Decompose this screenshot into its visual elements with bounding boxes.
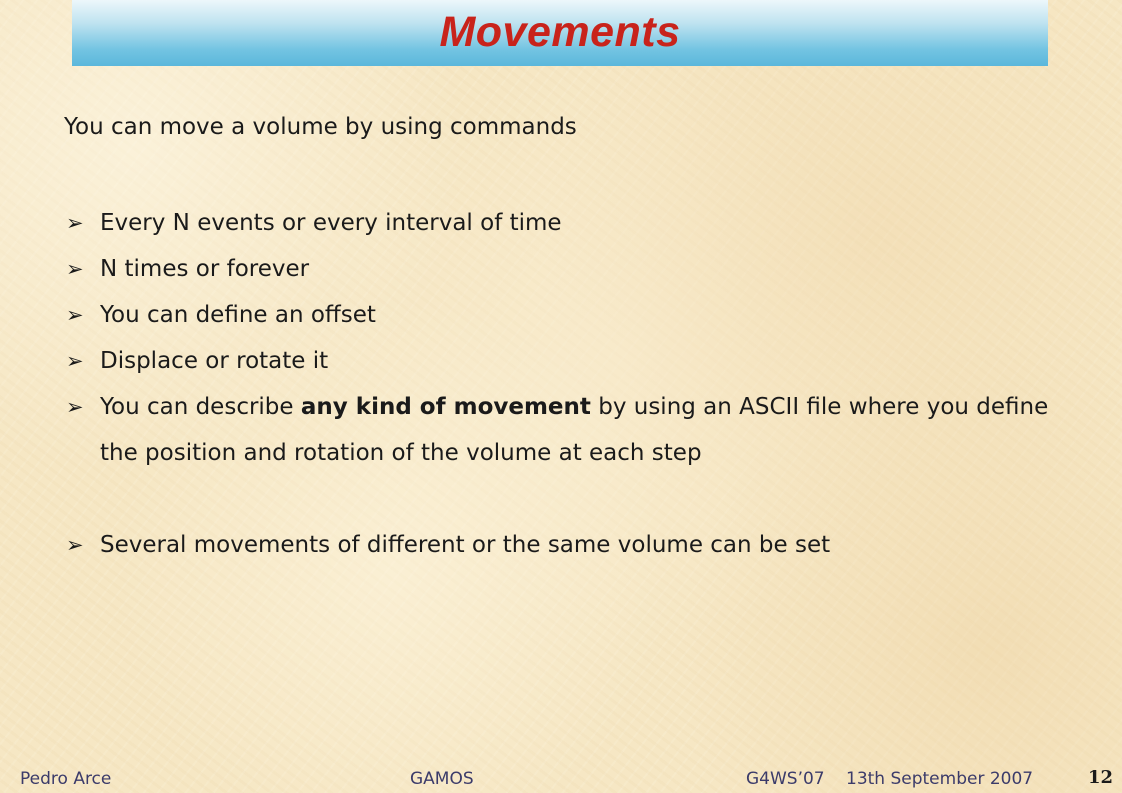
intro-text: You can move a volume by using commands	[64, 114, 577, 140]
bullet-item	[64, 522, 1074, 568]
bullet-item	[64, 338, 1074, 384]
right-arrowhead-icon: ➢	[66, 533, 84, 557]
bullet-item	[64, 292, 1074, 338]
footer-event: G4WS’07	[746, 769, 825, 789]
right-arrowhead-icon: ➢	[66, 257, 84, 281]
title-bar	[72, 0, 1048, 66]
bullet-text: N times or forever	[100, 256, 310, 282]
footer-date: 13th September 2007	[846, 769, 1034, 789]
bullet-item	[64, 246, 1074, 292]
right-arrowhead-icon: ➢	[66, 211, 84, 235]
bullet-item	[64, 384, 1074, 476]
bullet-emphasis: any kind of movement	[300, 394, 591, 420]
bullet-text: Every N events or every interval of time	[100, 210, 562, 236]
right-arrowhead-icon: ➢	[66, 303, 84, 327]
bullet-text: You can define an offset	[100, 302, 376, 328]
bullet-list	[64, 200, 1074, 568]
footer-author: Pedro Arce	[20, 769, 112, 789]
bullet-text: Several movements of different or the same volume can be set	[100, 532, 831, 558]
footer-project: GAMOS	[410, 769, 474, 789]
bullet-text: Displace or rotate it	[100, 348, 329, 374]
bullet-text-post: by using an ASCII file where you define the position and rotation of the volume at each step	[100, 394, 1049, 466]
right-arrowhead-icon: ➢	[66, 349, 84, 373]
slide-title: Movements	[439, 7, 681, 56]
bullet-item	[64, 200, 1074, 246]
bullet-text-pre: You can describe	[100, 394, 301, 420]
page-number: 12	[1088, 767, 1114, 788]
right-arrowhead-icon: ➢	[66, 395, 84, 419]
